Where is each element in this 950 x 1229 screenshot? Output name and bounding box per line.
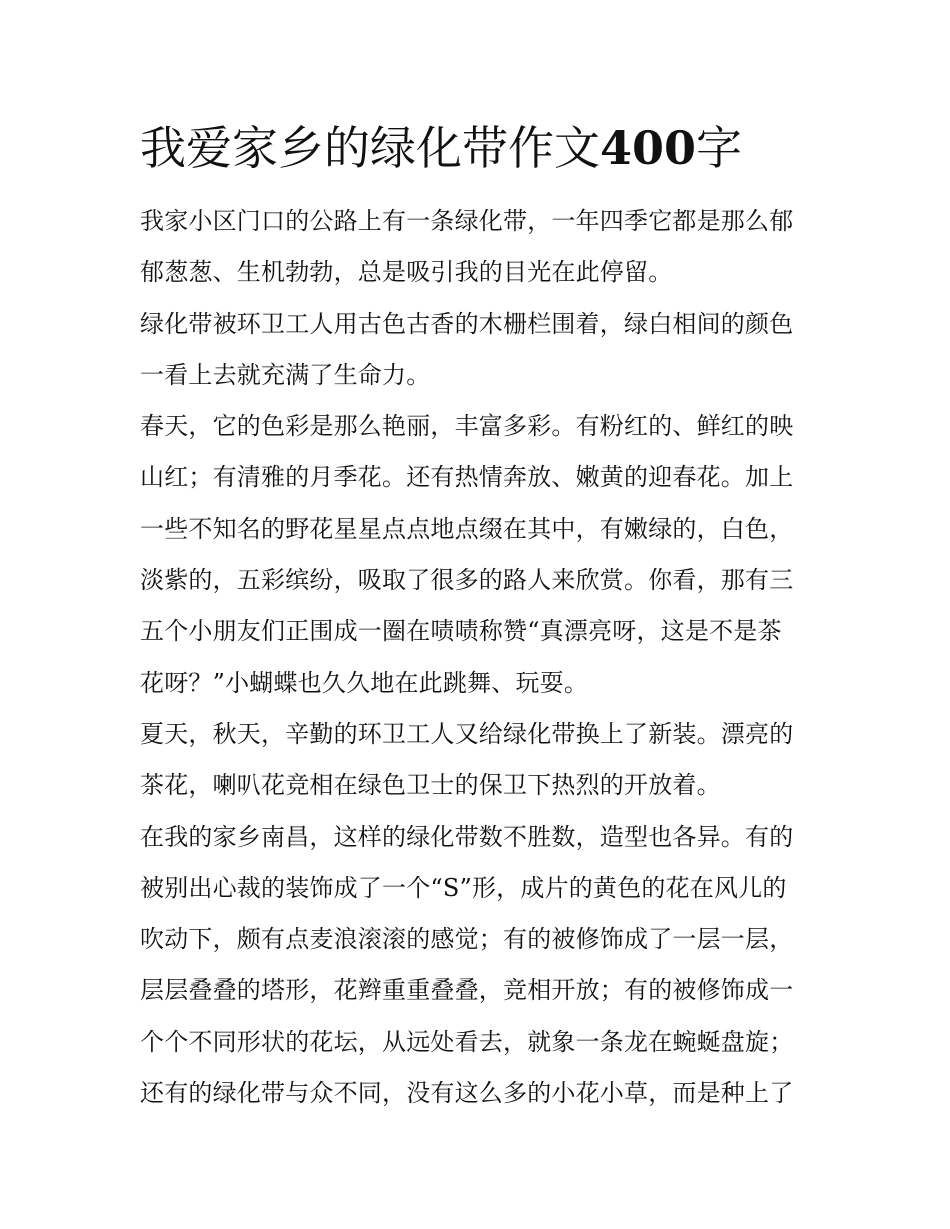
paragraph-line: 还有的绿化带与众不同，没有这么多的小花小草，而是种上了 — [140, 1079, 794, 1108]
title-number: 400 — [600, 121, 697, 175]
paragraph-line: 我家小区门口的公路上有一条绿化带，一年四季它都是那么郁 — [140, 207, 794, 235]
paragraph-line: 被别出心裁的装饰成了一个“S”形，成片的黄色的花在风儿的 — [140, 873, 787, 902]
paragraph — [140, 299, 820, 402]
paragraph-line: 个个不同形状的花坛，从远处看去，就象一条龙在蜿蜒盘旋； — [140, 1027, 794, 1056]
paragraph-line: 淡紫的，五彩缤纷，吸取了很多的路人来欣赏。你看，那有三 — [140, 566, 794, 595]
title-main: 我爱家乡的绿化带作文 — [140, 121, 600, 175]
paragraph-line: 茶花，喇叭花竞相在绿色卫士的保卫下热烈的开放着。 — [140, 771, 721, 800]
paragraph-line: 花呀？”小蝴蝶也久久地在此跳舞、玩耍。 — [140, 668, 589, 697]
paragraph — [140, 812, 820, 1120]
paragraph-line: 五个小朋友们正围成一圈在啧啧称赞“真漂亮呀，这是不是茶 — [140, 617, 782, 646]
paragraph-line: 层层叠叠的塔形，花辫重重叠叠，竞相开放；有的被修饰成一 — [140, 976, 794, 1005]
paragraph-line: 春天，它的色彩是那么艳丽，丰富多彩。有粉红的、鲜红的映 — [140, 412, 794, 441]
paragraph-line: 郁葱葱、生机勃勃，总是吸引我的目光在此停留。 — [140, 258, 673, 287]
document-body — [140, 196, 820, 1119]
paragraph — [140, 709, 820, 812]
paragraph-line: 山红；有清雅的月季花。还有热情奔放、嫩黄的迎春花。加上 — [140, 463, 794, 492]
paragraph-line: 吹动下，颇有点麦浪滚滚的感觉；有的被修饰成了一层一层， — [140, 925, 794, 954]
paragraph-line: 绿化带被环卫工人用古色古香的木栅栏围着，绿白相间的颜色 — [140, 309, 794, 338]
paragraph-line: 夏天，秋天，辛勤的环卫工人又给绿化带换上了新装。漂亮的 — [140, 719, 794, 748]
title-suffix: 字 — [696, 121, 743, 175]
paragraph-line: 一看上去就充满了生命力。 — [140, 360, 431, 389]
paragraph — [140, 401, 820, 709]
paragraph-line: 在我的家乡南昌，这样的绿化带数不胜数，造型也各异。有的 — [140, 822, 794, 851]
paragraph — [140, 196, 820, 299]
page-title — [140, 118, 742, 178]
paragraph-line: 一些不知名的野花星星点点地点缀在其中，有嫩绿的，白色， — [140, 514, 794, 543]
